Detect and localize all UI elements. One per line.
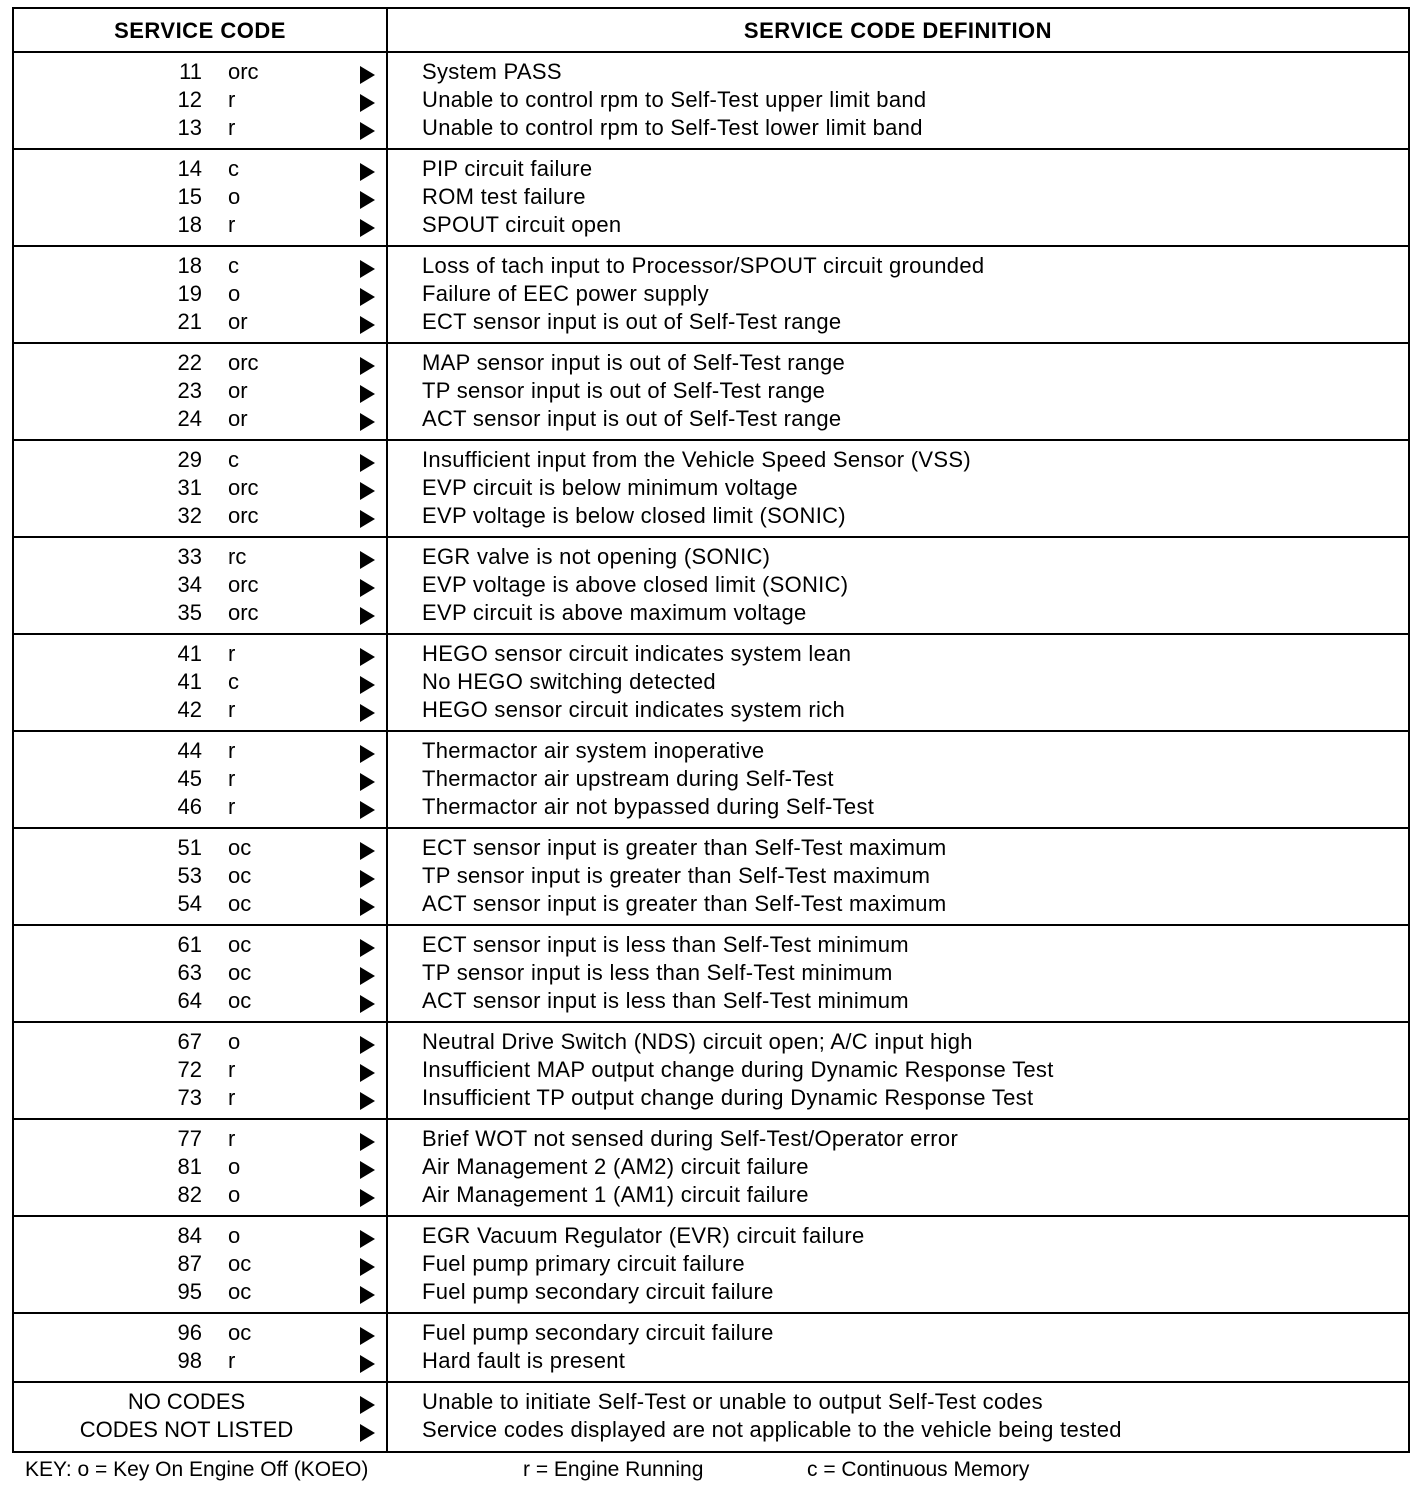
code-definition: EVP voltage is below closed limit (SONIC) <box>422 503 846 528</box>
table-row <box>14 668 1408 696</box>
code-number: 32 <box>177 503 202 528</box>
table-row <box>14 1125 1408 1153</box>
arrow-icon <box>360 607 375 625</box>
code-number: 12 <box>177 87 202 112</box>
code-group <box>14 732 1408 829</box>
code-number: 46 <box>177 794 202 819</box>
code-type: orc <box>228 59 259 84</box>
code-number: 81 <box>177 1154 202 1179</box>
arrow-icon <box>360 163 375 181</box>
table-row <box>14 211 1408 239</box>
code-definition: HEGO sensor circuit indicates system lean <box>422 641 852 666</box>
code-definition: ECT sensor input is greater than Self-Test maximum <box>422 835 947 860</box>
arrow-icon <box>360 1258 375 1276</box>
code-definition: Fuel pump secondary circuit failure <box>422 1320 774 1345</box>
code-number: 18 <box>177 212 202 237</box>
table-row <box>14 474 1408 502</box>
arrow-icon <box>360 1092 375 1110</box>
code-type: or <box>228 309 248 334</box>
code-definition: Unable to initiate Self-Test or unable to output Self-Test codes <box>422 1389 1043 1414</box>
code-type: orc <box>228 503 259 528</box>
table-row <box>14 543 1408 571</box>
code-definition: MAP sensor input is out of Self-Test range <box>422 350 846 375</box>
arrow-icon <box>360 870 375 888</box>
table-row <box>14 114 1408 142</box>
code-type: r <box>228 641 236 666</box>
code-definition: Insufficient MAP output change during Dynamic Response Test <box>422 1057 1054 1082</box>
code-type: orc <box>228 600 259 625</box>
arrow-icon <box>360 967 375 985</box>
arrow-icon <box>360 648 375 666</box>
code-definition: ACT sensor input is less than Self-Test minimum <box>422 988 909 1013</box>
code-type: o <box>228 1182 241 1207</box>
code-group <box>14 635 1408 732</box>
code-type: rc <box>228 544 247 569</box>
table-row <box>14 1250 1408 1278</box>
arrow-icon <box>360 122 375 140</box>
arrow-icon <box>360 1424 375 1442</box>
table-row <box>14 1028 1408 1056</box>
code-definition: TP sensor input is less than Self-Test minimum <box>422 960 893 985</box>
code-group <box>14 1383 1408 1453</box>
code-definition: Insufficient input from the Vehicle Speed Sensor (VSS) <box>422 447 971 472</box>
code-definition: TP sensor input is out of Self-Test range <box>422 378 826 403</box>
table-row <box>14 1222 1408 1250</box>
code-definition: Unable to control rpm to Self-Test upper limit band <box>422 87 927 112</box>
code-number: 96 <box>177 1320 202 1345</box>
table-row <box>14 1278 1408 1306</box>
table-row <box>14 58 1408 86</box>
code-type: orc <box>228 475 259 500</box>
code-group <box>14 441 1408 538</box>
table-row <box>14 86 1408 114</box>
code-number: 19 <box>177 281 202 306</box>
code-group <box>14 53 1408 150</box>
code-groups <box>14 53 1408 1453</box>
code-group <box>14 150 1408 247</box>
code-number: 54 <box>177 891 202 916</box>
code-definition: EGR Vacuum Regulator (EVR) circuit failure <box>422 1223 865 1248</box>
arrow-icon <box>360 288 375 306</box>
code-number: 33 <box>177 544 202 569</box>
table-row <box>14 1347 1408 1375</box>
code-definition: Loss of tach input to Processor/SPOUT circuit grounded <box>422 253 985 278</box>
code-number: 61 <box>177 932 202 957</box>
code-definition: EVP circuit is below minimum voltage <box>422 475 798 500</box>
table-row <box>14 155 1408 183</box>
code-definition: Fuel pump primary circuit failure <box>422 1251 745 1276</box>
special-code: CODES NOT LISTED <box>79 1417 294 1442</box>
key-r: r = Engine Running <box>523 1458 704 1481</box>
table-row <box>14 280 1408 308</box>
code-type: r <box>228 766 236 791</box>
table-row <box>14 931 1408 959</box>
arrow-icon <box>360 454 375 472</box>
code-type: r <box>228 212 236 237</box>
code-type: orc <box>228 350 259 375</box>
code-type: c <box>228 669 239 694</box>
code-type: oc <box>228 1279 252 1304</box>
key-c: c = Continuous Memory <box>807 1458 1030 1481</box>
table-row <box>14 793 1408 821</box>
code-number: 98 <box>177 1348 202 1373</box>
arrow-icon <box>360 745 375 763</box>
table-row <box>14 1056 1408 1084</box>
arrow-icon <box>360 1286 375 1304</box>
code-type: o <box>228 1154 241 1179</box>
code-group <box>14 1314 1408 1383</box>
code-type: oc <box>228 863 252 888</box>
code-definition: Unable to control rpm to Self-Test lower limit band <box>422 115 923 140</box>
table-row <box>14 1181 1408 1209</box>
arrow-icon <box>360 1327 375 1345</box>
table-row <box>14 1388 1408 1416</box>
code-type: oc <box>228 960 252 985</box>
code-definition: ACT sensor input is out of Self-Test range <box>422 406 842 431</box>
code-type: r <box>228 697 236 722</box>
code-definition: ACT sensor input is greater than Self-Test maximum <box>422 891 947 916</box>
code-group <box>14 1217 1408 1314</box>
arrow-icon <box>360 191 375 209</box>
code-type: r <box>228 1057 236 1082</box>
table-row <box>14 349 1408 377</box>
arrow-icon <box>360 1189 375 1207</box>
arrow-icon <box>360 413 375 431</box>
table-row <box>14 1153 1408 1181</box>
code-definition: EVP circuit is above maximum voltage <box>422 600 807 625</box>
arrow-icon <box>360 94 375 112</box>
arrow-icon <box>360 579 375 597</box>
code-number: 11 <box>179 59 202 84</box>
code-definition: Brief WOT not sensed during Self-Test/Operator error <box>422 1126 959 1151</box>
arrow-icon <box>360 357 375 375</box>
table-row <box>14 405 1408 433</box>
code-type: r <box>228 115 236 140</box>
code-definition: HEGO sensor circuit indicates system rich <box>422 697 846 722</box>
arrow-icon <box>360 1230 375 1248</box>
code-definition: TP sensor input is greater than Self-Test maximum <box>422 863 931 888</box>
table-row <box>14 1084 1408 1112</box>
code-type: or <box>228 378 248 403</box>
code-type: oc <box>228 932 252 957</box>
code-number: 53 <box>177 863 202 888</box>
code-type: or <box>228 406 248 431</box>
arrow-icon <box>360 842 375 860</box>
code-definition: Thermactor air upstream during Self-Test <box>422 766 834 791</box>
code-number: 41 <box>177 669 202 694</box>
code-type: o <box>228 184 241 209</box>
code-number: 77 <box>177 1126 202 1151</box>
table-row <box>14 377 1408 405</box>
service-code-table <box>12 7 1410 1453</box>
code-definition: Fuel pump secondary circuit failure <box>422 1279 774 1304</box>
code-group <box>14 1120 1408 1217</box>
arrow-icon <box>360 1161 375 1179</box>
code-type: oc <box>228 1251 252 1276</box>
code-number: 21 <box>177 309 202 334</box>
code-number: 72 <box>177 1057 202 1082</box>
code-definition: ECT sensor input is out of Self-Test range <box>422 309 842 334</box>
code-group <box>14 829 1408 926</box>
code-number: 41 <box>177 641 202 666</box>
arrow-icon <box>360 939 375 957</box>
code-group <box>14 538 1408 635</box>
table-row <box>14 446 1408 474</box>
code-definition: Thermactor air system inoperative <box>422 738 765 763</box>
arrow-icon <box>360 385 375 403</box>
code-definition: Hard fault is present <box>422 1348 626 1373</box>
code-type: r <box>228 87 236 112</box>
header-service-code: SERVICE CODE <box>114 18 286 43</box>
code-definition: Thermactor air not bypassed during Self-Test <box>422 794 875 819</box>
code-number: 82 <box>177 1182 202 1207</box>
arrow-icon <box>360 551 375 569</box>
code-type: r <box>228 1126 236 1151</box>
code-number: 63 <box>177 960 202 985</box>
code-type: r <box>228 738 236 763</box>
table-row <box>14 959 1408 987</box>
code-definition: Failure of EEC power supply <box>422 281 709 306</box>
code-number: 35 <box>177 600 202 625</box>
code-type: o <box>228 1029 241 1054</box>
code-number: 95 <box>177 1279 202 1304</box>
code-number: 42 <box>177 697 202 722</box>
code-group <box>14 926 1408 1023</box>
arrow-icon <box>360 1355 375 1373</box>
code-type: c <box>228 447 239 472</box>
code-type: oc <box>228 988 252 1013</box>
code-number: 45 <box>177 766 202 791</box>
code-number: 29 <box>177 447 202 472</box>
arrow-icon <box>360 510 375 528</box>
arrow-icon <box>360 260 375 278</box>
code-number: 14 <box>177 156 202 181</box>
table-row <box>14 987 1408 1015</box>
code-type: oc <box>228 891 252 916</box>
arrow-icon <box>360 676 375 694</box>
header-service-code-definition: SERVICE CODE DEFINITION <box>743 18 1053 43</box>
table-row <box>14 599 1408 627</box>
code-definition: ECT sensor input is less than Self-Test minimum <box>422 932 909 957</box>
table-row <box>14 308 1408 336</box>
table-row <box>14 1416 1408 1444</box>
table-row <box>14 862 1408 890</box>
code-number: 22 <box>177 350 202 375</box>
code-group <box>14 344 1408 441</box>
code-number: 13 <box>177 115 202 140</box>
code-type: orc <box>228 572 259 597</box>
code-definition: Air Management 2 (AM2) circuit failure <box>422 1154 809 1179</box>
arrow-icon <box>360 1036 375 1054</box>
code-type: oc <box>228 835 252 860</box>
code-definition: Service codes displayed are not applicable to the vehicle being tested <box>422 1417 1122 1442</box>
code-definition: No HEGO switching detected <box>422 669 716 694</box>
table-row <box>14 890 1408 918</box>
code-number: 84 <box>177 1223 202 1248</box>
code-definition: Air Management 1 (AM1) circuit failure <box>422 1182 809 1207</box>
code-type: o <box>228 1223 241 1248</box>
code-definition: Neutral Drive Switch (NDS) circuit open; A/C input high <box>422 1029 973 1054</box>
code-type: c <box>228 253 239 278</box>
table-row <box>14 834 1408 862</box>
code-definition: EVP voltage is above closed limit (SONIC) <box>422 572 849 597</box>
table-header <box>14 9 1408 53</box>
code-number: 44 <box>177 738 202 763</box>
code-number: 87 <box>177 1251 202 1276</box>
code-number: 18 <box>177 253 202 278</box>
table-row <box>14 502 1408 530</box>
arrow-icon <box>360 219 375 237</box>
table-row <box>14 765 1408 793</box>
code-group <box>14 247 1408 344</box>
code-group <box>14 1023 1408 1120</box>
arrow-icon <box>360 801 375 819</box>
code-number: 51 <box>177 835 202 860</box>
arrow-icon <box>360 704 375 722</box>
table-row <box>14 571 1408 599</box>
code-definition: SPOUT circuit open <box>422 212 622 237</box>
code-number: 23 <box>177 378 202 403</box>
key-o: KEY: o = Key On Engine Off (KOEO) <box>25 1458 369 1481</box>
code-number: 64 <box>177 988 202 1013</box>
arrow-icon <box>360 898 375 916</box>
code-number: 73 <box>177 1085 202 1110</box>
code-definition: PIP circuit failure <box>422 156 593 181</box>
code-definition: System PASS <box>422 59 562 84</box>
code-definition: Insufficient TP output change during Dynamic Response Test <box>422 1085 1034 1110</box>
table-row <box>14 1319 1408 1347</box>
code-number: 15 <box>177 184 202 209</box>
table-row <box>14 640 1408 668</box>
table-row <box>14 696 1408 724</box>
special-code: NO CODES <box>127 1389 246 1414</box>
arrow-icon <box>360 1133 375 1151</box>
arrow-icon <box>360 316 375 334</box>
table-row <box>14 252 1408 280</box>
arrow-icon <box>360 1064 375 1082</box>
arrow-icon <box>360 773 375 791</box>
code-type: o <box>228 281 241 306</box>
code-definition: EGR valve is not opening (SONIC) <box>422 544 771 569</box>
arrow-icon <box>360 1396 375 1414</box>
code-type: r <box>228 794 236 819</box>
table-row <box>14 183 1408 211</box>
code-type: r <box>228 1348 236 1373</box>
code-type: oc <box>228 1320 252 1345</box>
code-definition: ROM test failure <box>422 184 586 209</box>
code-number: 67 <box>177 1029 202 1054</box>
arrow-icon <box>360 995 375 1013</box>
code-type: c <box>228 156 239 181</box>
arrow-icon <box>360 482 375 500</box>
table-row <box>14 737 1408 765</box>
code-number: 24 <box>177 406 202 431</box>
arrow-icon <box>360 66 375 84</box>
code-number: 31 <box>177 475 202 500</box>
code-type: r <box>228 1085 236 1110</box>
code-number: 34 <box>177 572 202 597</box>
